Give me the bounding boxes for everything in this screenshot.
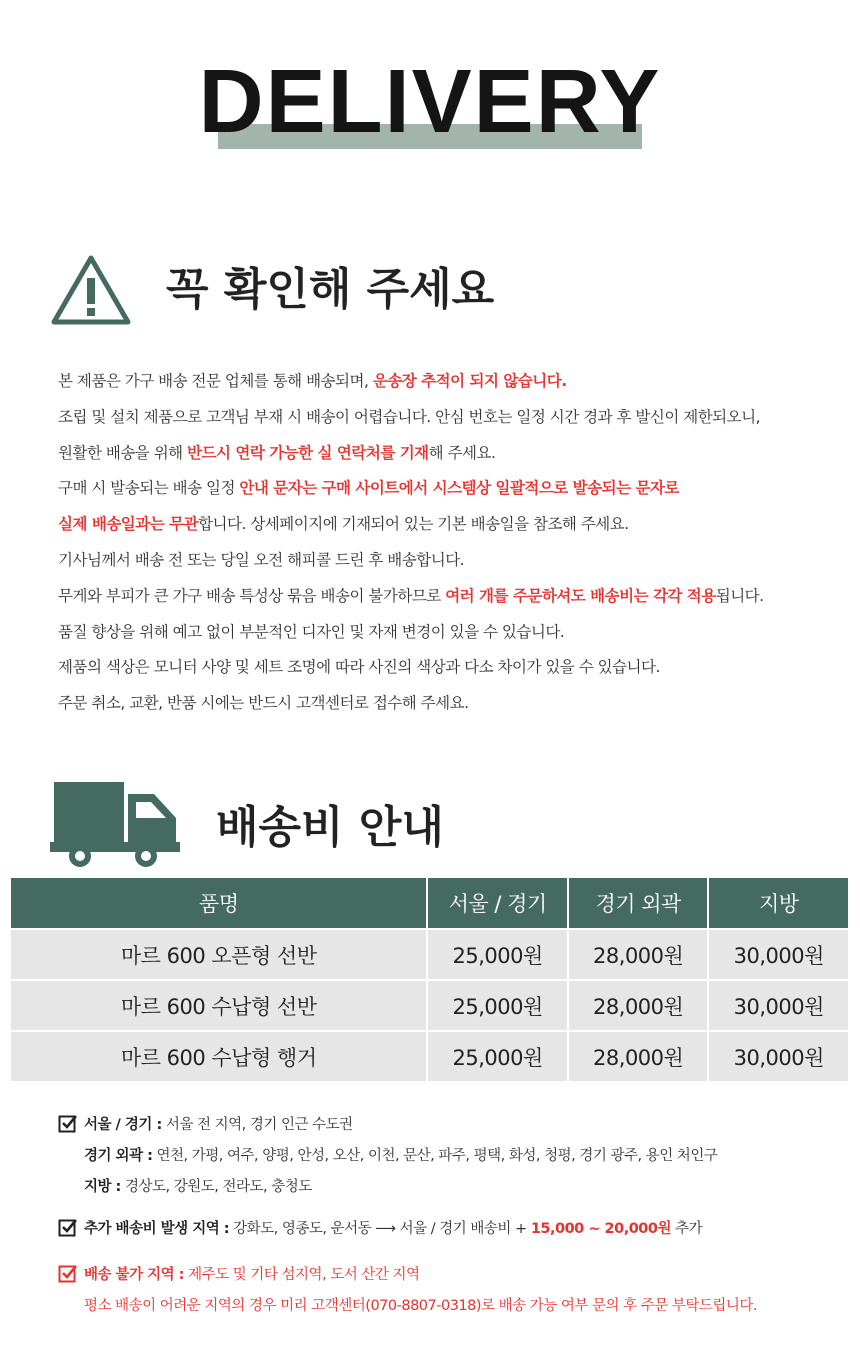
price-cell: 28,000원 bbox=[568, 1031, 709, 1081]
price-cell: 25,000원 bbox=[427, 929, 568, 980]
notice-highlight-text: 실제 배송일과는 무관 bbox=[58, 515, 199, 534]
page-header bbox=[0, 52, 860, 152]
checkbox-checked-icon bbox=[58, 1263, 78, 1283]
notice-text: 됩니다. bbox=[715, 586, 764, 605]
table-row bbox=[11, 980, 848, 1031]
product-name-cell: 마르 600 수납형 행거 bbox=[11, 1031, 427, 1081]
extra-fee-label: 추가 배송비 발생 지역 : bbox=[84, 1221, 230, 1237]
region-info-block bbox=[58, 1110, 717, 1203]
notice-line bbox=[58, 364, 838, 400]
region-outer-row bbox=[58, 1141, 717, 1172]
price-cell: 28,000원 bbox=[568, 980, 709, 1031]
notice-text: 해 주세요. bbox=[428, 443, 496, 462]
price-cell: 30,000원 bbox=[708, 929, 848, 980]
region-local-row bbox=[58, 1172, 717, 1203]
header-local: 지방 bbox=[708, 878, 848, 929]
notice-highlight-text: 반드시 연락 가능한 실 연락처를 기재 bbox=[187, 443, 429, 462]
unavailable-region-label: 배송 불가 지역 : bbox=[84, 1267, 184, 1283]
notice-text: 품질 향상을 위해 예고 없이 부분적인 디자인 및 자재 변경이 있을 수 있습니다. bbox=[58, 622, 565, 641]
region-local-value: 경상도, 강원도, 전라도, 충청도 bbox=[120, 1179, 312, 1195]
table-header-row bbox=[11, 878, 848, 929]
unavailable-region-note: 평소 배송이 어려운 지역의 경우 미리 고객센터(070-8807-0318)로 배송 가능 여부 문의 후 주문 부탁드립니다. bbox=[84, 1298, 758, 1314]
region-seoul-row bbox=[58, 1110, 717, 1141]
unavailable-region-row bbox=[58, 1260, 757, 1291]
extra-fee-value: 강화도, 영종도, 운서동 ⟶ 서울 / 경기 배송비 + bbox=[229, 1221, 531, 1237]
notice-line bbox=[58, 400, 838, 436]
shipping-fee-table bbox=[11, 878, 848, 1081]
price-cell: 25,000원 bbox=[427, 980, 568, 1031]
notice-section-title: 꼭 확인해 주세요 bbox=[166, 264, 495, 315]
notice-text: 구매 시 발송되는 배송 일정 bbox=[58, 479, 240, 498]
notice-line bbox=[58, 471, 838, 507]
notice-text: 조립 및 설치 제품으로 고객님 부재 시 배송이 어렵습니다. 안심 번호는 일정 시간 경과 후 발신이 제한되오니, bbox=[58, 407, 761, 426]
notice-text: 기사님께서 배송 전 또는 당일 오전 해피콜 드린 후 배송합니다. bbox=[58, 550, 465, 569]
notice-line bbox=[58, 615, 838, 651]
unavailable-region-value: 제주도 및 기타 섬지역, 도서 산간 지역 bbox=[183, 1267, 420, 1283]
notice-line bbox=[58, 650, 838, 686]
header-product: 품명 bbox=[11, 878, 427, 929]
notice-line bbox=[58, 686, 838, 722]
price-cell: 28,000원 bbox=[568, 929, 709, 980]
price-cell: 25,000원 bbox=[427, 1031, 568, 1081]
region-local-label: 지방 : bbox=[84, 1179, 121, 1195]
extra-fee-block bbox=[58, 1214, 702, 1245]
extra-fee-amount: 15,000 ~ 20,000원 bbox=[530, 1221, 671, 1237]
notice-text: 무게와 부피가 큰 가구 배송 특성상 묶음 배송이 불가하므로 bbox=[58, 586, 446, 605]
notice-text: 원활한 배송을 위해 bbox=[58, 443, 188, 462]
table-row bbox=[11, 1031, 848, 1081]
warning-triangle-icon bbox=[50, 254, 132, 326]
price-cell: 30,000원 bbox=[708, 1031, 848, 1081]
header-gyeonggi-outer: 경기 외곽 bbox=[568, 878, 709, 929]
notice-highlight-text: 안내 문자는 구매 사이트에서 시스템상 일괄적으로 발송되는 문자로 bbox=[239, 479, 679, 498]
header-seoul-gyeonggi: 서울 / 경기 bbox=[427, 878, 568, 929]
notice-text: 주문 취소, 교환, 반품 시에는 반드시 고객센터로 접수해 주세요. bbox=[58, 694, 469, 713]
checkbox-checked-icon bbox=[58, 1113, 78, 1133]
page-title: DELIVERY bbox=[198, 52, 662, 152]
notice-highlight-text: 여러 개를 주문하셔도 배송비는 각각 적용 bbox=[445, 586, 716, 605]
region-outer-value: 연천, 가평, 여주, 양평, 안성, 오산, 이천, 문산, 파주, 평택, 화성, 청평, 경기 광주, 용인 처인구 bbox=[152, 1148, 718, 1164]
checkbox-checked-icon bbox=[58, 1217, 78, 1237]
notice-section-header bbox=[50, 250, 810, 330]
notice-line bbox=[58, 579, 838, 615]
notice-line bbox=[58, 436, 838, 472]
table-row bbox=[11, 929, 848, 980]
delivery-truck-icon bbox=[50, 780, 180, 870]
region-seoul-value: 서울 전 지역, 경기 인근 수도권 bbox=[161, 1117, 353, 1133]
price-cell: 30,000원 bbox=[708, 980, 848, 1031]
unavailable-region-block bbox=[58, 1260, 757, 1322]
notice-highlight-text: 운송장 추적이 되지 않습니다. bbox=[372, 372, 567, 390]
region-seoul-label: 서울 / 경기 : bbox=[84, 1117, 162, 1133]
product-name-cell: 마르 600 수납형 선반 bbox=[11, 980, 427, 1031]
product-name-cell: 마르 600 오픈형 선반 bbox=[11, 929, 427, 980]
region-outer-label: 경기 외곽 : bbox=[84, 1148, 153, 1164]
notice-list bbox=[58, 364, 838, 722]
notice-line bbox=[58, 543, 838, 579]
extra-fee-suffix: 추가 bbox=[670, 1221, 703, 1237]
fee-section-header bbox=[50, 780, 810, 870]
fee-section-title: 배송비 안내 bbox=[216, 802, 444, 853]
notice-line bbox=[58, 507, 838, 543]
notice-text: 합니다. 상세페이지에 기재되어 있는 기본 배송일을 참조해 주세요. bbox=[198, 515, 629, 534]
notice-text: 본 제품은 가구 배송 전문 업체를 통해 배송되며, bbox=[58, 372, 373, 390]
extra-fee-row bbox=[58, 1214, 702, 1245]
notice-text: 제품의 색상은 모니터 사양 및 세트 조명에 따라 사진의 색상과 다소 차이가 있을 수 있습니다. bbox=[58, 658, 660, 677]
